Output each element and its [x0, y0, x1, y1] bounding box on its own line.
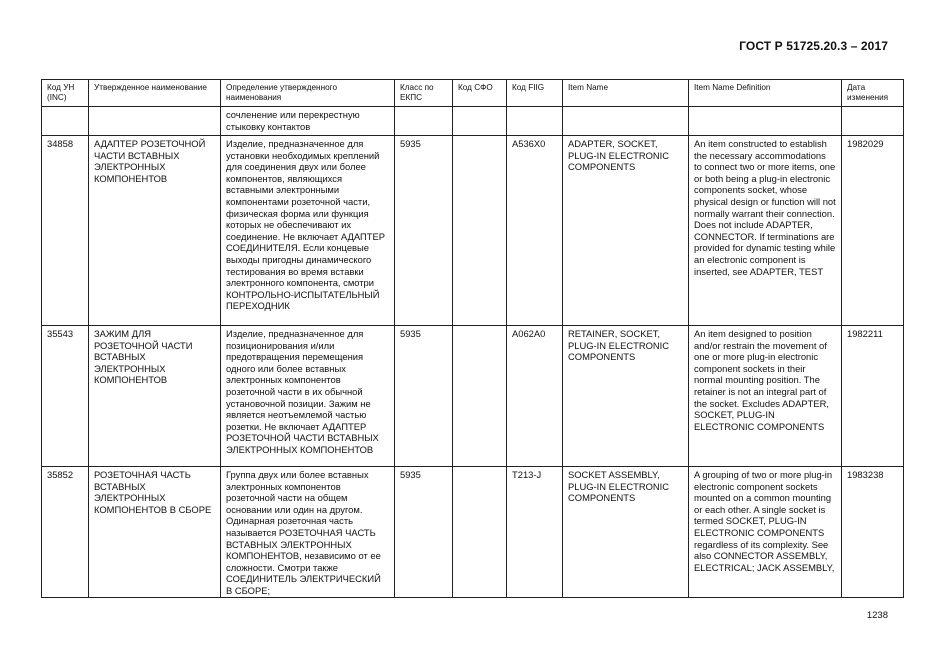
cell-inc: 35543	[42, 326, 89, 467]
cell-definition-ru: Группа двух или более вставных электронных компонентов розеточной части на общем основании или один на другом. Одинарная розеточная часть называется РОЗЕТОЧНАЯ ЧАСТЬ ВСТАВНЫХ ЭЛЕКТРОННЫХ КОМПОНЕНТОВ, независимо от ее сложности. Смотри также СОЕДИНИТЕЛЬ ЭЛЕКТРИЧЕСКИЙ В СБОРЕ;	[221, 467, 395, 598]
col-header-fiig: Код FIIG	[507, 80, 563, 107]
col-header-definition-ru: Определение утвержденного наименования	[221, 80, 395, 107]
cell-date: 1983238	[842, 467, 904, 598]
cell-definition-ru: Изделие, предназначенное для установки необходимых креплений для соединения двух или более компонентов, являющихся вставными электронными компонентами розеточной части, физическая форма или функция которых не обеспечивают их соединение. Не включает АДАПТЕР СОЕДИНИТЕЛЯ. Если концевые выходы пригодны динамического тестирования во время вставки электронного компонента, смотри КОНТРОЛЬНО-ИСПЫТАТЕЛЬНЫЙ ПЕРЕХОДНИК	[221, 136, 395, 326]
col-header-date: Дата изменения	[842, 80, 904, 107]
cell-fiig: T213-J	[507, 467, 563, 598]
cell-inc: 35852	[42, 467, 89, 598]
cell-fiig: A062A0	[507, 326, 563, 467]
cell-name-ru: АДАПТЕР РОЗЕТОЧНОЙ ЧАСТИ ВСТАВНЫХ ЭЛЕКТРОННЫХ КОМПОНЕНТОВ	[89, 136, 221, 326]
col-header-item-name: Item Name	[563, 80, 689, 107]
cell-item-name: ADAPTER, SOCKET, PLUG-IN ELECTRONIC COMPONENTS	[563, 136, 689, 326]
cell-item-name: RETAINER, SOCKET, PLUG-IN ELECTRONIC COMPONENTS	[563, 326, 689, 467]
cell-inc: 34858	[42, 136, 89, 326]
cell-class: 5935	[395, 467, 453, 598]
cell-item-definition: An item constructed to establish the necessary accommodations to connect two or more items, one or both being a plug-in electronic components socket, whose physical design or function will not normally warrant their connection. Does not include ADAPTER, CONNECTOR. If terminations are provided for dynamic testing while an electronic component is inserted, see ADAPTER, TEST	[689, 136, 842, 326]
cell-fiig: A536X0	[507, 136, 563, 326]
col-header-class: Класс по ЕКПС	[395, 80, 453, 107]
cell-definition-ru: Изделие, предназначенное для позиционирования и/или предотвращения перемещения одного или более вставных электронных компонентов розеточной части в их обычной установочной позиции. Зажим не является неотъемлемой частью розетки. Не включает АДАПТЕР РОЗЕТОЧНОЙ ЧАСТИ ВСТАВНЫХ ЭЛЕКТРОННЫХ КОМПОНЕНТОВ	[221, 326, 395, 467]
cell-name-ru: ЗАЖИМ ДЛЯ РОЗЕТОЧНОЙ ЧАСТИ ВСТАВНЫХ ЭЛЕКТРОННЫХ КОМПОНЕНТОВ	[89, 326, 221, 467]
cell-item-definition	[689, 107, 842, 136]
table-row	[42, 136, 904, 326]
col-header-sfo: Код СФО	[453, 80, 507, 107]
cell-sfo	[453, 107, 507, 136]
cell-date	[842, 107, 904, 136]
cell-item-name	[563, 107, 689, 136]
col-header-item-definition: Item Name Definition	[689, 80, 842, 107]
cell-inc	[42, 107, 89, 136]
table-row-continuation	[42, 107, 904, 136]
document-header: ГОСТ Р 51725.20.3 – 2017	[739, 39, 888, 53]
cell-fiig	[507, 107, 563, 136]
cell-class	[395, 107, 453, 136]
cell-sfo	[453, 467, 507, 598]
cell-name-ru	[89, 107, 221, 136]
page-number: 1238	[866, 610, 888, 621]
cell-date: 1982029	[842, 136, 904, 326]
cell-class: 5935	[395, 326, 453, 467]
cell-definition-ru: сочленение или перекрестную стыковку контактов	[221, 107, 395, 136]
cell-date: 1982211	[842, 326, 904, 467]
cell-item-definition: A grouping of two or more plug-in electronic component sockets mounted on a common mounting or each other. A single socket is termed SOCKET, PLUG-IN ELECTRONIC COMPONENTS regardless of its complexity. See also CONNECTOR ASSEMBLY, ELECTRICAL; JACK ASSEMBLY,	[689, 467, 842, 598]
cell-sfo	[453, 136, 507, 326]
cell-name-ru: РОЗЕТОЧНАЯ ЧАСТЬ ВСТАВНЫХ ЭЛЕКТРОННЫХ КОМПОНЕНТОВ В СБОРЕ	[89, 467, 221, 598]
table-row	[42, 467, 904, 598]
cell-sfo	[453, 326, 507, 467]
catalog-table	[41, 79, 904, 598]
table-row	[42, 326, 904, 467]
cell-item-definition: An item designed to position and/or restrain the movement of one or more plug-in electronic component sockets in their normal mounting position. The retainer is not an integral part of the socket. Excludes ADAPTER, SOCKET, PLUG-IN ELECTRONIC COMPONENTS	[689, 326, 842, 467]
cell-item-name: SOCKET ASSEMBLY, PLUG-IN ELECTRONIC COMPONENTS	[563, 467, 689, 598]
col-header-inc: Код УН (INC)	[42, 80, 89, 107]
cell-class: 5935	[395, 136, 453, 326]
table-header-row	[42, 80, 904, 107]
col-header-name-ru: Утвержденное наименование	[89, 80, 221, 107]
